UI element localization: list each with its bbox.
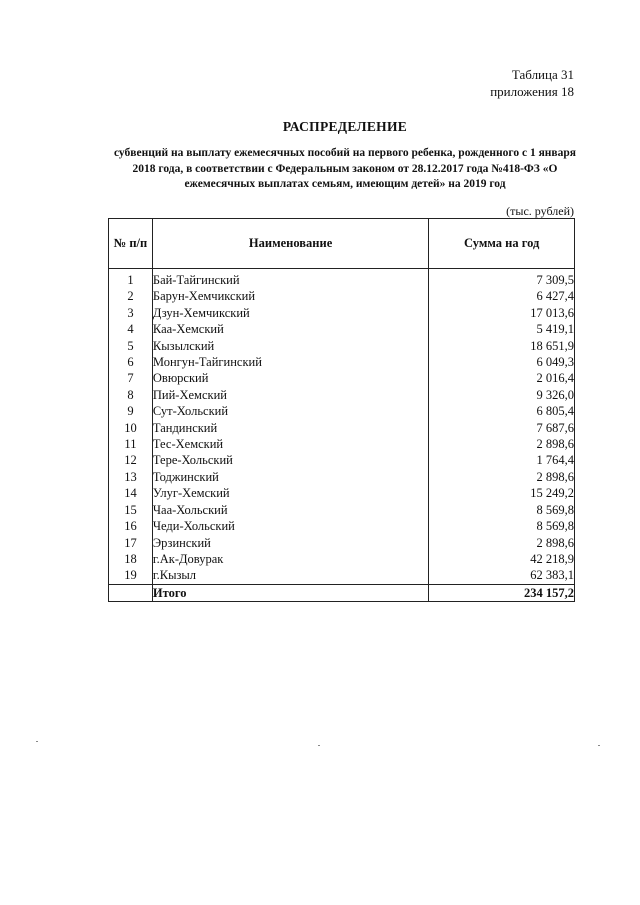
row-sum: 9 326,0 [429,387,575,403]
table-row [109,436,575,452]
row-sum: 5 419,1 [429,321,575,337]
table-row [109,551,575,567]
table-row [109,288,575,304]
row-name: г.Ак-Довурак [152,551,428,567]
row-sum: 18 651,9 [429,338,575,354]
table-row [109,485,575,501]
scan-speck [598,745,600,746]
total-number-cell [109,584,153,601]
table-row [109,338,575,354]
row-sum: 8 569,8 [429,502,575,518]
row-name: Тере-Хольский [152,452,428,468]
row-name: Дзун-Хемчикский [152,305,428,321]
row-name: Пий-Хемский [152,387,428,403]
row-name: Каа-Хемский [152,321,428,337]
row-name: г.Кызыл [152,567,428,584]
row-number: 14 [109,485,153,501]
column-header-number: № п/п [109,219,153,269]
total-sum: 234 157,2 [429,584,575,601]
row-sum: 2 898,6 [429,469,575,485]
row-number: 9 [109,403,153,419]
row-name: Барун-Хемчикский [152,288,428,304]
table-row [109,387,575,403]
row-name: Монгун-Тайгинский [152,354,428,370]
row-sum: 6 805,4 [429,403,575,419]
row-number: 13 [109,469,153,485]
row-number: 1 [109,269,153,289]
table-row [109,305,575,321]
row-name: Эрзинский [152,535,428,551]
row-name: Бай-Тайгинский [152,269,428,289]
table-row [109,354,575,370]
row-sum: 8 569,8 [429,518,575,534]
row-sum: 2 898,6 [429,436,575,452]
table-row [109,502,575,518]
row-number: 7 [109,370,153,386]
row-number: 10 [109,420,153,436]
row-sum: 6 427,4 [429,288,575,304]
scan-speck [36,741,38,742]
row-number: 17 [109,535,153,551]
table-row [109,535,575,551]
row-number: 12 [109,452,153,468]
table-row [109,321,575,337]
row-sum: 7 309,5 [429,269,575,289]
column-header-name: Наименование [152,219,428,269]
table-number: Таблица 31 [511,67,574,82]
row-number: 19 [109,567,153,584]
column-header-sum: Сумма на год [429,219,575,269]
distribution-table [108,218,575,602]
appendix-number: приложения 18 [490,84,574,99]
row-number: 2 [109,288,153,304]
row-sum: 7 687,6 [429,420,575,436]
row-number: 11 [109,436,153,452]
row-name: Улуг-Хемский [152,485,428,501]
document-title: РАСПРЕДЕЛЕНИЕ [282,119,408,134]
scan-speck [318,745,320,746]
row-sum: 62 383,1 [429,567,575,584]
table-row [109,518,575,534]
row-number: 16 [109,518,153,534]
table-row [109,403,575,419]
row-number: 5 [109,338,153,354]
document-subtitle: субвенций на выплату ежемесячных пособий на первого ребенка, рожденного с 1 января 2018 года, в соответствии с Федеральным законом от 28.12.2017 года №418-ФЗ «О ежемесячных выплатах семьям, имеющим детей» на 2019 год [113,147,577,190]
row-name: Чеди-Хольский [152,518,428,534]
table-row [109,469,575,485]
table-header-row [109,219,575,269]
row-number: 3 [109,305,153,321]
total-label: Итого [152,584,428,601]
row-number: 4 [109,321,153,337]
row-sum: 15 249,2 [429,485,575,501]
row-name: Сут-Хольский [152,403,428,419]
table-row [109,452,575,468]
total-row [109,584,575,601]
row-sum: 2 016,4 [429,370,575,386]
table-row [109,269,575,289]
row-sum: 6 049,3 [429,354,575,370]
row-sum: 42 218,9 [429,551,575,567]
row-sum: 2 898,6 [429,535,575,551]
row-number: 15 [109,502,153,518]
row-name: Чаа-Хольский [152,502,428,518]
row-name: Тандинский [152,420,428,436]
row-number: 8 [109,387,153,403]
table-row [109,567,575,584]
row-sum: 1 764,4 [429,452,575,468]
table-row [109,370,575,386]
row-name: Кызылский [152,338,428,354]
table-body [109,269,575,602]
row-number: 18 [109,551,153,567]
row-name: Тоджинский [152,469,428,485]
table-reference [490,66,574,100]
row-sum: 17 013,6 [429,305,575,321]
units-label: (тыс. рублей) [506,204,574,218]
table-row [109,420,575,436]
row-name: Тес-Хемский [152,436,428,452]
row-name: Овюрский [152,370,428,386]
row-number: 6 [109,354,153,370]
